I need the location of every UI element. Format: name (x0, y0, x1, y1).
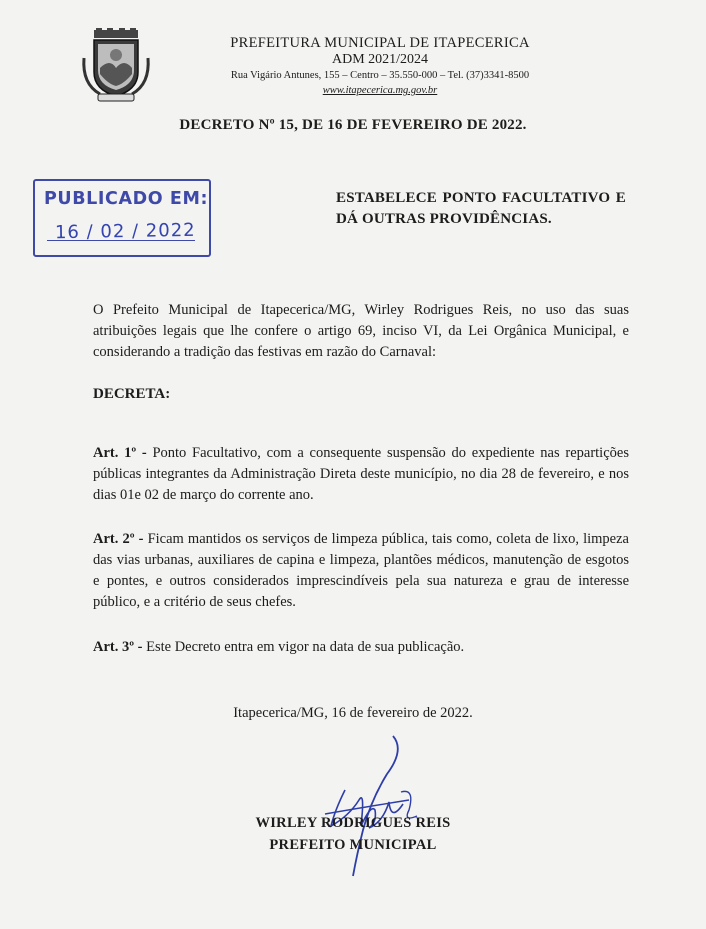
signer-name: WIRLEY RODRIGUES REIS (255, 815, 451, 831)
stamp-label: PUBLICADO EM: (44, 189, 209, 209)
org-name: PREFEITURA MUNICIPAL DE ITAPECERICA (230, 35, 530, 51)
article-2-text: Ficam mantidos os serviços de limpeza pública, tais como, coleta de lixo, limpeza das vias urbanas, auxiliares de capina e limpeza, plantões médicos, manutenção de esgotos e pontes, e outros considerados imprescindíveis pela sua natureza e grau de interesse público, e a critério de seus chefes. (93, 530, 629, 610)
preamble-paragraph: O Prefeito Municipal de Itapecerica/MG, Wirley Rodrigues Reis, no uso das suas atribuições legais que lhe confere o artigo 69, inciso VI, da Lei Orgânica Municipal, e considerando a tradição das festivas em razão do Carnaval: (93, 301, 629, 360)
article-3 (93, 637, 629, 658)
org-address: Rua Vigário Antunes, 155 – Centro – 35.550-000 – Tel. (37)3341-8500 (230, 70, 530, 81)
letterhead (180, 34, 580, 98)
decreta-heading: DECRETA: (93, 386, 171, 402)
place-and-date: Itapecerica/MG, 16 de fevereiro de 2022. (233, 705, 473, 721)
article-2 (93, 529, 629, 613)
coat-of-arms-icon (80, 28, 152, 104)
article-3-label: Art. 3º - (93, 638, 143, 655)
stamp-date: 16 / 02 / 2022 (54, 219, 196, 244)
article-1-label: Art. 1º - (93, 444, 147, 461)
signer-role: PREFEITO MUNICIPAL (269, 837, 437, 853)
decree-summary: ESTABELECE PONTO FACULTATIVO E DÁ OUTRAS PROVIDÊNCIAS. (336, 190, 626, 227)
article-3-text: Este Decreto entra em vigor na data de sua publicação. (142, 638, 465, 655)
decree-title: DECRETO Nº 15, DE 16 DE FEVEREIRO DE 2022. (179, 117, 527, 133)
article-1-text: Ponto Facultativo, com a consequente suspensão do expediente nas repartições públicas integrantes da Administração Direta deste município, no dia 28 de fevereiro, e nos dias 01e 02 de março do corrente ano. (93, 444, 629, 503)
stamp-underline (47, 240, 195, 241)
article-2-label: Art. 2º - (93, 530, 144, 547)
signature-icon (305, 730, 425, 880)
org-website: www.itapecerica.mg.gov.br (322, 85, 438, 96)
article-1 (93, 443, 629, 506)
publication-stamp (33, 179, 211, 257)
signer-block (0, 812, 706, 856)
administration-term: ADM 2021/2024 (331, 52, 429, 67)
